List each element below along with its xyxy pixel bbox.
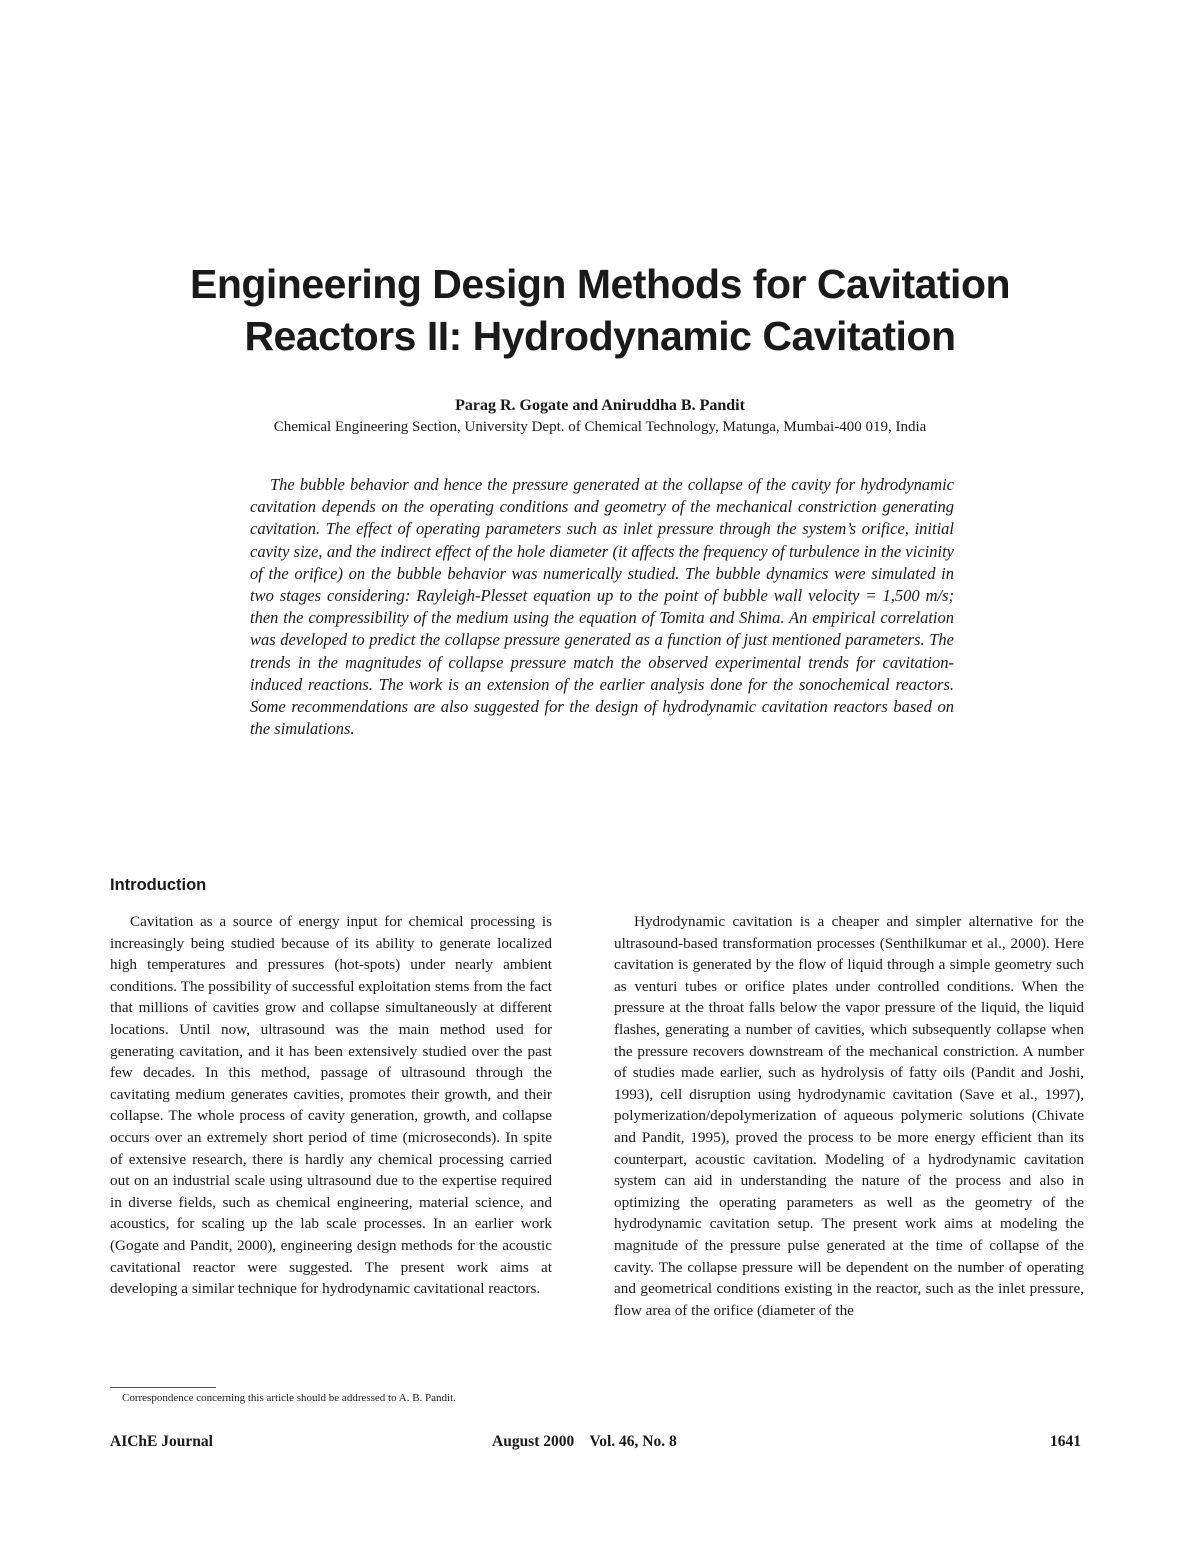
article-title — [110, 258, 1090, 362]
title-line-1: Engineering Design Methods for Cavitation — [189, 261, 1011, 307]
author-affiliation: Chemical Engineering Section, University Dept. of Chemical Technology, Matunga, Mumbai-400 019, India — [273, 419, 927, 435]
section-heading-introduction: Introduction — [110, 876, 207, 894]
abstract: The bubble behavior and hence the pressure generated at the collapse of the cavity for hydrodynamic cavitation depends on the operating conditions and geometry of the mechanical constriction generating cavitation. The effect of operating parameters such as inlet pressure through the system’s orifice, initial cavity size, and the indirect effect of the hole diameter (it affects the frequency of turbulence in the vicinity of the orifice) on the bubble behavior was numerically studied. The bubble dynamics were simulated in two stages considering: Rayleigh-Plesset equation up to the point of bubble wall velocity = 1,500 m/s; then the compressibility of the medium using the equation of Tomita and Shima. An empirical correlation was developed to predict the collapse pressure generated as a function of just mentioned parameters. The trends in the magnitudes of collapse pressure match the observed experimental trends for cavitation-induced reactions. The work is an extension of the earlier analysis done for the sonochemical reactors. Some recommendations are also suggested for the design of hydrodynamic cavitation reactors based on the simulations. — [250, 475, 954, 739]
footer-page-number: 1641 — [1050, 1433, 1081, 1450]
footnote-divider — [110, 1387, 216, 1388]
title-line-2: Reactors II: Hydrodynamic Cavitation — [244, 313, 956, 359]
footer-journal-name: AIChE Journal — [110, 1433, 213, 1450]
author-names: Parag R. Gogate and Aniruddha B. Pandit — [455, 397, 745, 414]
correspondence-footnote: Correspondence concerning this article should be addressed to A. B. Pandit. — [122, 1392, 456, 1404]
body-text-left-column: Cavitation as a source of energy input for chemical processing is increasingly being studied because of its ability to generate localized high temperatures and pressures (hot-spots) under nearly ambient conditions. The possibility of successful exploitation stems from the fact that millions of cavities grow and collapse simultaneously at different locations. Until now, ultrasound was the main method used for generating cavitation, and it has been extensively studied over the past few decades. In this method, passage of ultrasound through the cavitating medium generates cavities, promotes their growth, and their collapse. The whole process of cavity generation, growth, and collapse occurs over an extremely short period of time (microseconds). In spite of extensive research, there is hardly any chemical processing carried out on an industrial scale using ultrasound due to the expertise required in diverse fields, such as chemical engineering, material science, and acoustics, for scaling up the lab scale processes. In an earlier work (Gogate and Pandit, 2000), engineering design methods for the acoustic cavitational reactor were suggested. The present work aims at developing a similar technique for hydrodynamic cavitational reactors. — [110, 913, 552, 1298]
body-text-right-column: Hydrodynamic cavitation is a cheaper and simpler alternative for the ultrasound-based transformation processes (Senthilkumar et al., 2000). Here cavitation is generated by the flow of liquid through a simple geometry such as venturi tubes or orifice plates under controlled conditions. When the pressure at the throat falls below the vapor pressure of the liquid, the liquid flashes, generating a number of cavities, which subsequently collapse when the pressure recovers downstream of the mechanical constriction. A number of studies made earlier, such as hydrolysis of fatty oils (Pandit and Joshi, 1993), cell disruption using hydrodynamic cavitation (Save et al., 1997), polymerization/depolymerization of aqueous polymeric solutions (Chivate and Pandit, 1995), proved the process to be more energy efficient than its counterpart, acoustic cavitation. Modeling of a hydrodynamic cavitation system can aid in understanding the nature of the process and also in optimizing the operating parameters as well as the geometry of the hydrodynamic cavitation setup. The present work aims at modeling the magnitude of the pressure pulse generated at the time of collapse of the cavity. The collapse pressure will be dependent on the number of operating and geometrical conditions existing in the reactor, such as the inlet pressure, flow area of the orifice (diameter of the — [614, 913, 1084, 1319]
footer-issue-info: August 2000 Vol. 46, No. 8 — [492, 1433, 677, 1450]
